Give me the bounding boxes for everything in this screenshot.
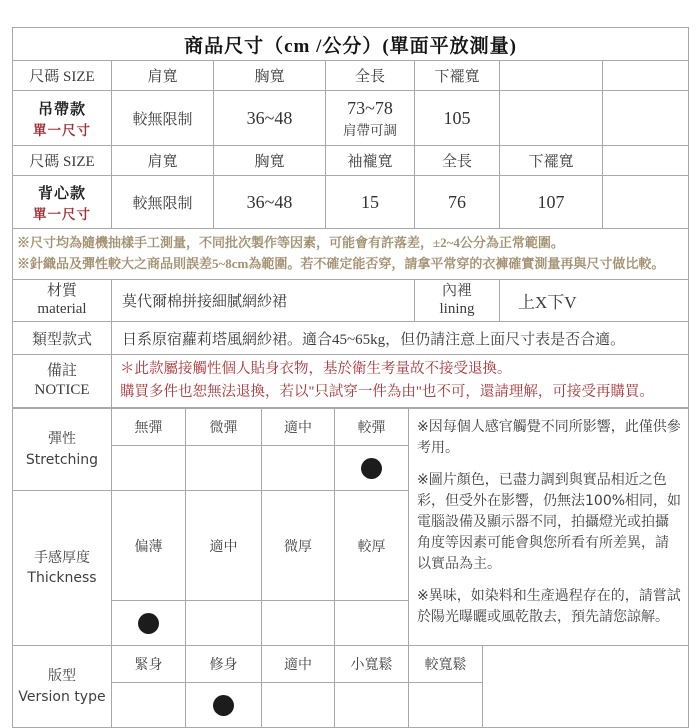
selected-dot <box>361 458 382 479</box>
empty-cell <box>603 146 689 176</box>
thickness-label-zh: 手感厚度 <box>34 549 90 566</box>
option-no-stretch: 無彈 <box>112 409 186 446</box>
option-thin: 偏薄 <box>112 491 186 601</box>
header-chest: 胸寬 <box>214 146 326 176</box>
marker-cell <box>112 683 186 728</box>
marker-cell <box>335 683 409 728</box>
lining-label <box>415 279 500 322</box>
header-chest: 胸寬 <box>214 61 326 91</box>
vest-length-value: 76 <box>415 176 500 229</box>
measurement-notes <box>13 229 689 280</box>
option-loose: 較寬鬆 <box>409 646 483 683</box>
vest-hem-value: 107 <box>500 176 603 229</box>
material-label <box>13 279 112 322</box>
type-row <box>13 322 689 355</box>
marker-cell <box>112 601 186 646</box>
notice-text <box>112 355 689 408</box>
header-armhole: 袖襱寬 <box>326 146 415 176</box>
marker-cell <box>262 683 335 728</box>
option-slightly-thick: 微厚 <box>262 491 335 601</box>
marker-cell <box>186 601 262 646</box>
header-shoulder: 肩寬 <box>112 146 214 176</box>
marker-cell <box>112 446 186 491</box>
selected-dot <box>213 695 234 716</box>
vest-shoulder-value: 較無限制 <box>112 176 214 229</box>
stretch-label-en: Stretching <box>25 451 99 468</box>
material-value: 莫代爾棉拼接細膩網紗裙 <box>112 279 415 322</box>
notice-label <box>13 355 112 408</box>
option-medium-stretch: 適中 <box>262 409 335 446</box>
option-tight: 緊身 <box>112 646 186 683</box>
side-note: ※因每個人感官觸覺不同所影響，此僅供參考用。 <box>417 419 681 456</box>
vest-one-size: 單一尺寸 <box>33 206 91 222</box>
header-size: 尺碼 SIZE <box>13 146 112 176</box>
chart-title: 商品尺寸（cm /公分）(單面平放測量) <box>13 28 689 61</box>
thickness-label-en: Thickness <box>27 570 97 586</box>
header-length: 全長 <box>326 61 415 91</box>
fit-label-zh: 版型 <box>48 668 76 685</box>
notice-line: 購買多件也恕無法退換，若以"只試穿一件為由"也不可，還請理解，可接受再購買。 <box>120 384 654 401</box>
title-row <box>13 28 689 61</box>
selected-dot <box>138 613 159 634</box>
header-size: 尺碼 SIZE <box>13 61 112 91</box>
sling-header-row <box>13 61 689 91</box>
size-table <box>12 27 689 408</box>
notice-row <box>13 355 689 408</box>
notice-label-en: NOTICE <box>34 382 90 399</box>
marker-cell <box>409 683 483 728</box>
marker-cell <box>186 683 262 728</box>
marker-cell <box>335 601 409 646</box>
fit-label-en: Version type <box>18 688 106 705</box>
notice-line: ＊此款屬接觸性個人貼身衣物，基於衛生考量故不接受退換。 <box>120 360 512 377</box>
marker-cell <box>262 446 335 491</box>
option-medium-thick: 適中 <box>186 491 262 601</box>
type-label: 類型款式 <box>13 322 112 355</box>
thickness-label <box>13 491 112 646</box>
sling-style-name: 吊帶款 <box>37 101 86 118</box>
side-note: ※異味，如染料和生產過程存在的，請嘗試於陽光曝曬或風乾散去，預先請您諒解。 <box>417 588 681 625</box>
measurement-note: ※尺寸均為隨機抽樣手工測量，不同批次製作等因素，可能會有許落差，±2~4公分為正常範圍。 <box>17 235 564 250</box>
option-thick: 較厚 <box>335 491 409 601</box>
option-slightly-loose: 小寬鬆 <box>335 646 409 683</box>
header-shoulder: 肩寬 <box>112 61 214 91</box>
type-value: 日系原宿蘿莉塔風網紗裙。適合45~65kg，但仍請注意上面尺寸表是否合適。 <box>112 322 689 355</box>
empty-cell <box>603 91 689 146</box>
header-length: 全長 <box>415 146 500 176</box>
empty-cell <box>603 176 689 229</box>
vest-header-row <box>13 146 689 176</box>
vest-chest-value: 36~48 <box>214 176 326 229</box>
empty-cell <box>483 646 689 728</box>
fit-label <box>13 646 112 728</box>
option-regular: 適中 <box>262 646 335 683</box>
sling-style-row <box>13 91 689 146</box>
header-hem: 下襬寬 <box>500 146 603 176</box>
vest-armhole-value: 15 <box>326 176 415 229</box>
stretch-label <box>13 409 112 491</box>
measurement-note: ※針織品及彈性較大之商品則誤差5~8cm為範圍。若不確定能否穿，請拿平常穿的衣褲確實測量再與尺寸做比較。 <box>17 255 665 271</box>
sling-chest-value: 36~48 <box>214 91 326 146</box>
marker-cell <box>262 601 335 646</box>
attribute-table <box>12 408 689 728</box>
notice-label-zh: 備註 <box>46 363 77 380</box>
empty-cell <box>603 61 689 91</box>
sling-length-note: 肩帶可調 <box>343 122 397 138</box>
lining-label-en: lining <box>439 301 475 318</box>
marker-cell <box>186 446 262 491</box>
sling-shoulder-value: 較無限制 <box>112 91 214 146</box>
empty-cell <box>500 91 603 146</box>
lining-value: 上X下V <box>500 279 689 322</box>
option-slight-stretch: 微彈 <box>186 409 262 446</box>
sling-one-size: 單一尺寸 <box>33 122 91 138</box>
lining-label-zh: 內裡 <box>441 282 472 299</box>
option-slim: 修身 <box>186 646 262 683</box>
marker-cell <box>335 446 409 491</box>
sling-style-label <box>13 91 112 146</box>
empty-cell <box>500 61 603 91</box>
material-label-en: material <box>37 301 87 318</box>
side-notes-panel <box>409 409 689 646</box>
fit-options-row <box>13 646 689 683</box>
option-high-stretch: 較彈 <box>335 409 409 446</box>
sling-hem-value: 105 <box>415 91 500 146</box>
vest-style-label <box>13 176 112 229</box>
stretch-options-row <box>13 409 689 446</box>
header-hem: 下襬寬 <box>415 61 500 91</box>
stretch-label-zh: 彈性 <box>48 431 76 448</box>
sling-length-value <box>326 91 415 146</box>
material-row <box>13 279 689 322</box>
vest-style-name: 背心款 <box>37 185 86 202</box>
measure-notes-row <box>13 229 689 280</box>
side-note: ※圖片顏色，已盡力調到與實品相近之色彩，但受外在影響，仍無法100%相同，如電腦設備及顯示器不同，拍攝燈光或拍攝角度等因素可能會與您所看有所差異，請以實品為主。 <box>417 472 682 572</box>
material-label-zh: 材質 <box>46 282 77 299</box>
vest-style-row <box>13 176 689 229</box>
sling-length-number: 73~78 <box>347 97 393 118</box>
